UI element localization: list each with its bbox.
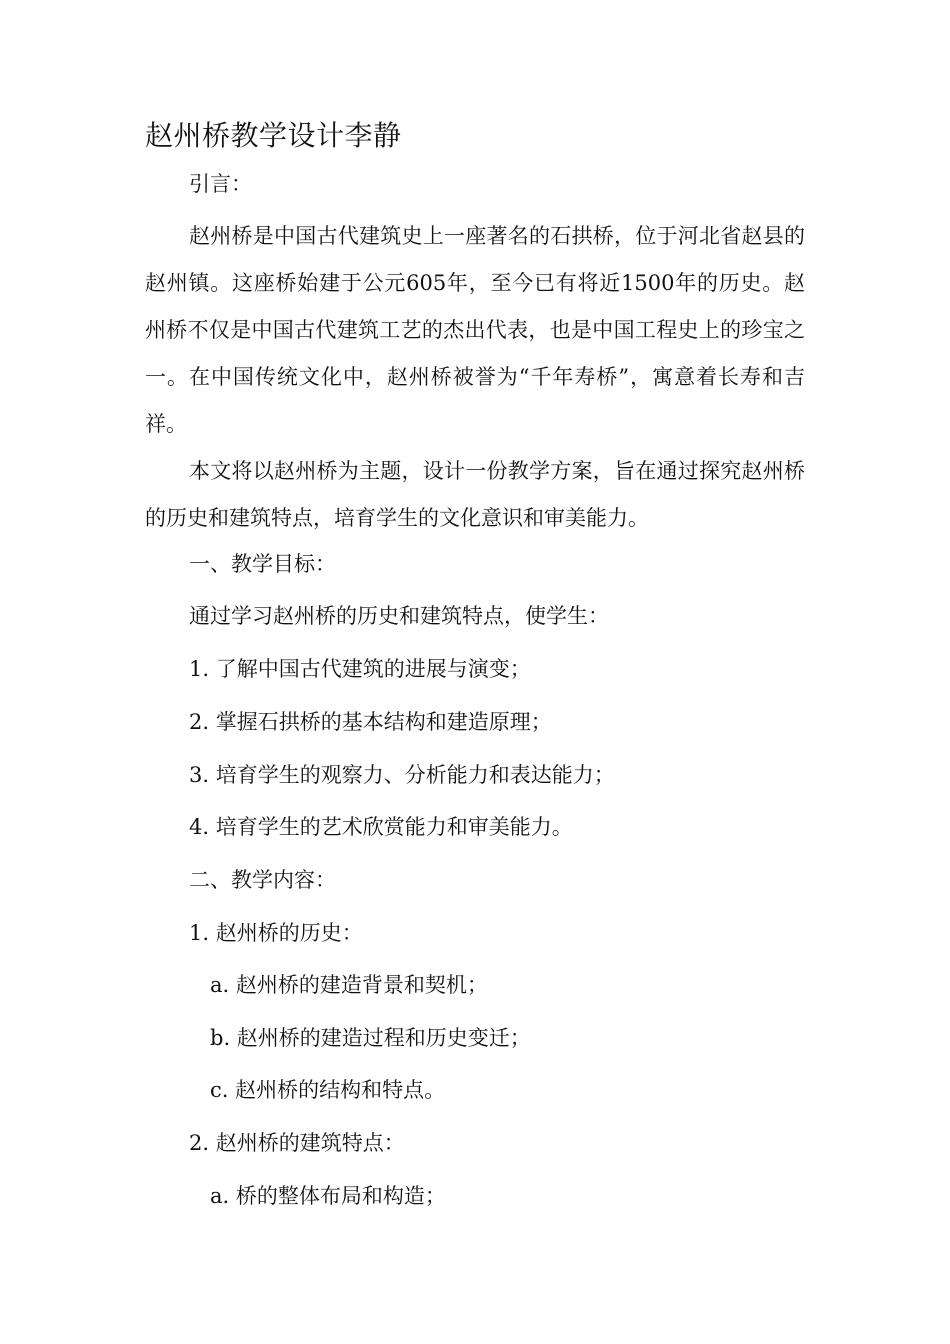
intro-label: 引言：	[189, 172, 252, 196]
sub-list-item: a. 赵州桥的建造背景和契机；	[210, 973, 488, 997]
list-item: 3. 培育学生的观察力、分析能力和表达能力；	[189, 763, 615, 787]
paragraph-intro: 赵州桥是中国古代建筑史上一座著名的石拱桥，位于河北省赵县的赵州镇。这座桥始建于公元605年，至今已有将近1500年的历史。赵州桥不仅是中国古代建筑工艺的杰出代表，也是中国工程史上的珍宝之一。在中国传统文化中，赵州桥被誉为“千年寿桥”，寓意着长寿和吉祥。	[145, 224, 805, 436]
sub-list-item: a. 桥的整体布局和构造；	[210, 1184, 446, 1208]
sub-list-item: c. 赵州桥的结构和特点。	[210, 1078, 446, 1102]
list-item: 1. 赵州桥的历史：	[189, 921, 363, 945]
document-title: 赵州桥教学设计李静	[145, 119, 402, 152]
sub-list-item: b. 赵州桥的建造过程和历史变迁；	[210, 1026, 531, 1050]
section-heading-content: 二、教学内容：	[189, 868, 336, 892]
paragraph-purpose: 本文将以赵州桥为主题，设计一份教学方案，旨在通过探究赵州桥的历史和建筑特点，培育学生的文化意识和审美能力。	[145, 459, 805, 530]
section-heading-objectives: 一、教学目标：	[189, 552, 336, 576]
list-item: 1. 了解中国古代建筑的进展与演变；	[189, 657, 531, 681]
list-item: 2. 掌握石拱桥的基本结构和建造原理；	[189, 710, 552, 734]
list-item: 2. 赵州桥的建筑特点：	[189, 1131, 405, 1155]
list-item: 4. 培育学生的艺术欣赏能力和审美能力。	[189, 815, 573, 839]
objectives-lead: 通过学习赵州桥的历史和建筑特点，使学生：	[189, 604, 609, 628]
